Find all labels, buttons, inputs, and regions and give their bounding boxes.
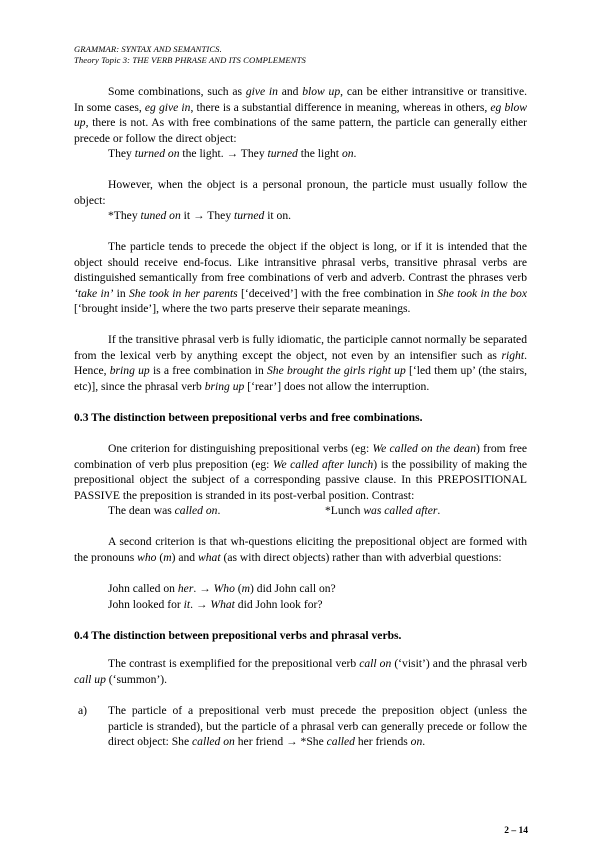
paragraph-wh-questions: A second criterion is that wh-questions eliciting the prepositional object are formed with the pronouns who (m) and what (as with direct objects) rather than with adverbial questions: [74, 535, 527, 564]
paragraph-particle-position: Some combinations, such as give in and blow up, can be either intransitive or transitive. In some cases, eg give in, there is a substantial difference in meaning, whereas in others, eg blow up, there is not. As with free combinations of the same pattern, the particle can generally either precede or follow the direct object: [74, 85, 528, 145]
paragraph-prepositional-passive: One criterion for distinguishing prepositional verbs (eg: We called on the dean) from free combination of verb plus preposition (eg: We called after lunch) is the possibility of making the prepositional object the subject of a corresponding passive clause. In this PREPOSITIONAL PASSIVE the preposition is stranded in its post-verbal position. Contrast: [74, 442, 528, 502]
running-header-title: GRAMMAR: SYNTAX AND SEMANTICS. [74, 44, 222, 54]
running-header-topic: Theory Topic 3: THE VERB PHRASE AND ITS COMPLEMENTS [74, 55, 306, 65]
section-heading-0-3: 0.3 The distinction between prepositional verbs and free combinations. [74, 411, 423, 424]
list-item-a: The particle of a prepositional verb must precede the preposition object (unless the particle is stranded), but the particle of a phrasal verb can generally precede or follow the direct object: She called on her friend → *She called her friends on. [108, 704, 527, 749]
section-heading-0-4: 0.4 The distinction between prepositional verbs and phrasal verbs. [74, 629, 402, 642]
example-what-looked-for: John looked for it. → What did John look for? [108, 598, 323, 611]
paragraph-end-focus: The particle tends to precede the object if the object is long, or if it is intended that the object should receive end-focus. Like intransitive phrasal verbs, transitive phrasal verbs are distinguished semantically from free combinations of verb and adverb. Contrast the phrases verb ‘take in’ in She took in her parents [‘deceived’] with the free combination in She took in the box [‘brought inside’], where the two parts preserve their separate meanings. [74, 240, 527, 316]
paragraph-idiomatic: If the transitive phrasal verb is fully idiomatic, the participle cannot normally be separated from the lexical verb by anything except the object, not even by an intensifier such as right. Hence, bring up is a free combination in She brought the girls right up [‘led them up’ (the stairs, etc)], since the phrasal verb bring up [‘rear’] does not allow the interruption. [74, 333, 527, 393]
example-who-called-on: John called on her. → Who (m) did John call on? [108, 582, 336, 595]
paragraph-call-on-call-up: The contrast is exemplified for the prepositional verb call on (‘visit’) and the phrasal verb call up (‘summon’). [74, 657, 527, 686]
example-turned-on: They turned on the light. → They turned the light on. [108, 147, 357, 160]
example-dean-called-on: The dean was called on. [108, 504, 221, 517]
page-number: 2 – 14 [504, 826, 528, 836]
example-lunch-called-after: *Lunch was called after. [325, 504, 441, 517]
list-marker-a: a) [78, 704, 88, 717]
example-tuned-on: *They tuned on it → They turned it on. [108, 209, 292, 222]
paragraph-pronoun-object: However, when the object is a personal pronoun, the particle must usually follow the object: [74, 178, 527, 207]
